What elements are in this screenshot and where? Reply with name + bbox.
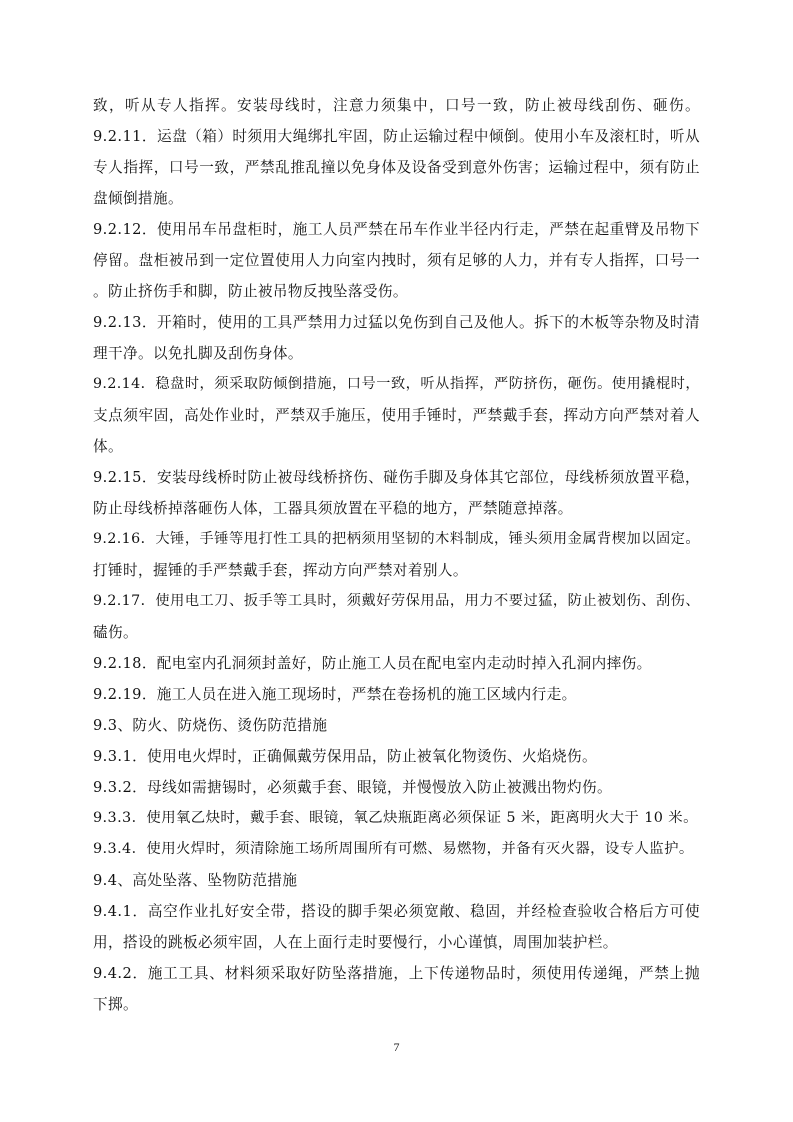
text-line: 专人指挥，口号一致，严禁乱推乱撞以免身体及设备受到意外伤害；运输过程中，须有防止 bbox=[93, 159, 700, 176]
text-line: 9.4.1．高空作业扎好安全带，搭设的脚手架必须宽敞、稳固，并经检查验收合格后方可使 bbox=[93, 903, 700, 920]
text-line: 盘倾倒措施。 bbox=[93, 190, 183, 207]
text-line: 停留。盘柜被吊到一定位置使用人力向室内拽时，须有足够的人力，并有专人指挥，口号一 bbox=[93, 252, 700, 269]
text-line: 9.2.14．稳盘时，须采取防倾倒措施，口号一致，听从指挥，严防挤伤，砸伤。使用撬棍时， bbox=[93, 376, 700, 392]
text-line: 打锤时，握锤的手严禁戴手套，挥动方向严禁对着别人。 bbox=[93, 562, 468, 579]
text-line: 体。 bbox=[93, 438, 123, 455]
text-line: 9.2.18．配电室内孔洞须封盖好，防止施工人员在配电室内走动时掉入孔洞内摔伤。 bbox=[93, 655, 652, 672]
text-line: 9.3.3．使用氧乙炔时，戴手套、眼镜，氧乙炔瓶距离必须保证 5 米，距离明火大于 10 米。 bbox=[93, 810, 698, 826]
text-line: 9.2.12．使用吊车吊盘柜时，施工人员严禁在吊车作业半径内行走，严禁在起重臂及吊物下 bbox=[93, 221, 700, 238]
section-heading: 9.4、高处坠落、坠物防范措施 bbox=[93, 872, 298, 889]
text-line: 9.3.1．使用电火焊时，正确佩戴劳保用品，防止被氧化物烫伤、火焰烧伤。 bbox=[93, 748, 597, 765]
text-line: 9.2.15．安装母线桥时防止被母线桥挤伤、碰伤手脚及身体其它部位，母线桥须放置平稳， bbox=[93, 469, 700, 486]
text-line: 。防止挤伤手和脚，防止被吊物反拽坠落受伤。 bbox=[93, 283, 408, 300]
body-text bbox=[93, 90, 700, 1020]
text-line: 9.2.16．大锤，手锤等甩打性工具的把柄须用坚韧的木料制成，锤头须用金属背楔加以固定。 bbox=[93, 531, 700, 547]
text-line: 下掷。 bbox=[93, 996, 138, 1013]
text-line: 致，听从专人指挥。安装母线时，注意力须集中，口号一致，防止被母线刮伤、砸伤。 bbox=[93, 97, 700, 114]
text-line: 9.2.19．施工人员在进入施工现场时，严禁在卷扬机的施工区域内行走。 bbox=[93, 686, 577, 703]
text-line: 9.4.2．施工工具、材料须采取好防坠落措施，上下传递物品时，须使用传递绳，严禁上抛 bbox=[93, 965, 700, 982]
text-line: 9.3.4．使用火焊时，须清除施工场所周围所有可燃、易燃物，并备有灭火器，设专人监护。 bbox=[93, 841, 694, 857]
text-line: 用，搭设的跳板必须牢固，人在上面行走时要慢行，小心谨慎，周围加装护栏。 bbox=[93, 934, 618, 951]
text-line: 防止母线桥掉落砸伤人体，工器具须放置在平稳的地方，严禁随意掉落。 bbox=[93, 500, 573, 517]
text-line: 9.2.13．开箱时，使用的工具严禁用力过猛以免伤到自己及他人。拆下的木板等杂物及时清 bbox=[93, 314, 700, 331]
text-line: 磕伤。 bbox=[93, 624, 138, 641]
section-heading: 9.3、防火、防烧伤、烫伤防范措施 bbox=[93, 717, 328, 734]
page-number: 7 bbox=[393, 1040, 400, 1054]
text-line: 9.3.2．母线如需搪锡时，必须戴手套、眼镜，并慢慢放入防止被溅出物灼伤。 bbox=[93, 779, 612, 796]
text-line: 支点须牢固，高处作业时，严禁双手施压，使用手锤时，严禁戴手套，挥动方向严禁对着人 bbox=[93, 407, 700, 424]
text-line: 理干净。以免扎脚及刮伤身体。 bbox=[93, 345, 303, 362]
text-line: 9.2.17．使用电工刀、扳手等工具时，须戴好劳保用品，用力不要过猛，防止被划伤、刮伤、 bbox=[93, 593, 700, 609]
text-line: 9.2.11．运盘（箱）时须用大绳绑扎牢固，防止运输过程中倾倒。使用小车及滚杠时，听从 bbox=[93, 128, 700, 145]
